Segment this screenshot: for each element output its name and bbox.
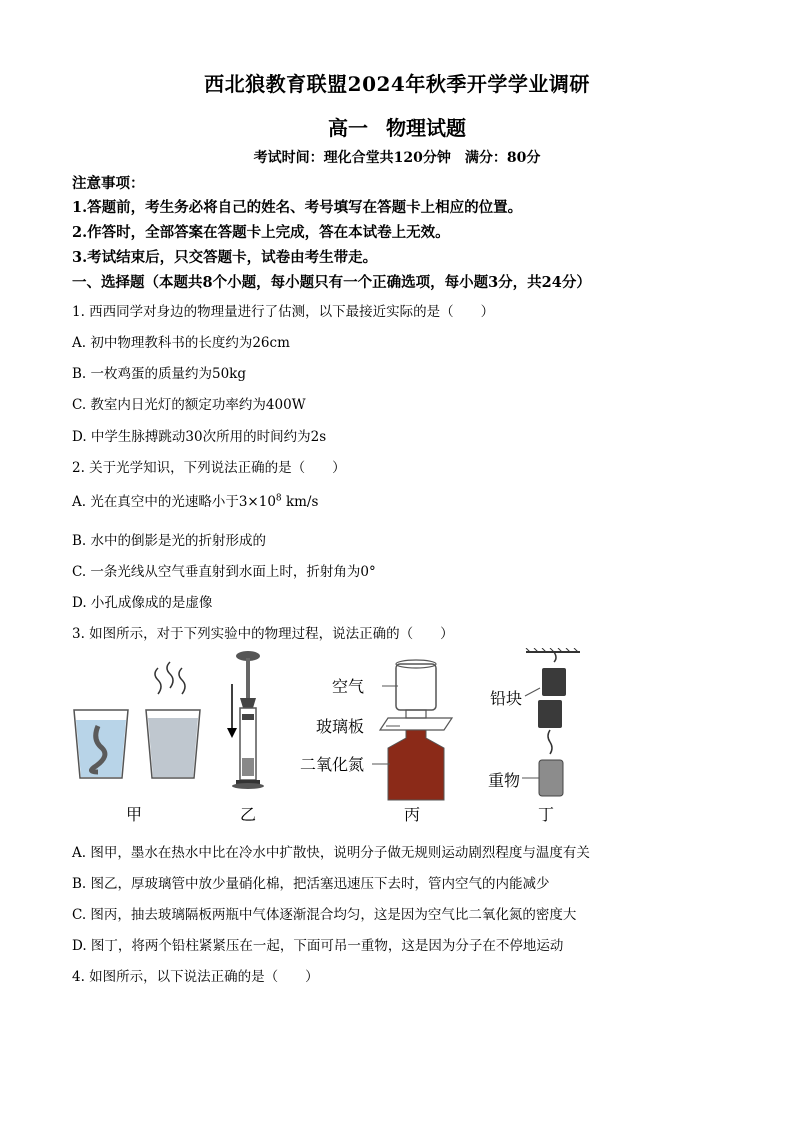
lead-blocks (522, 648, 580, 796)
caption-bing: 丙 (404, 805, 421, 824)
question-option: D. 小孔成像成的是虚像 (72, 595, 213, 611)
exam-title: 西北狼教育联盟2024年秋季开学学业调研 (204, 72, 590, 96)
question-option: C. 图丙，抽去玻璃隔板两瓶中气体逐渐混合均匀，这是因为空气比二氧化氮的密度大 (72, 907, 577, 923)
exam-info: 考试时间：理化合堂共120分钟 满分：80分 (253, 150, 541, 166)
beaker-hot (146, 662, 200, 778)
piston-apparatus (227, 651, 264, 789)
question-option: D. 中学生脉搏跳动30次所用的时间约为2s (72, 429, 327, 445)
caption-jia: 甲 (126, 805, 143, 824)
question-option: A. 初中物理教科书的长度约为26cm (72, 335, 290, 351)
exponent: 8 (275, 493, 282, 504)
question-option (72, 490, 318, 510)
label-no2: 二氧化氮 (300, 755, 365, 774)
label-lead: 铅块 (490, 689, 523, 708)
note-item: 3.考试结束后，只交答题卡，试卷由考生带走。 (72, 249, 378, 266)
grade-label: 高一 (328, 116, 368, 140)
label-glass-plate: 玻璃板 (316, 717, 365, 736)
question-option: A. 图甲，墨水在热水中比在冷水中扩散快，说明分子做无规则运动剧烈程度与温度有关 (72, 845, 590, 861)
beaker-cold (74, 710, 128, 778)
label-air: 空气 (332, 677, 365, 696)
caption-yi: 乙 (240, 805, 257, 824)
question-option: C. 一条光线从空气垂直射到水面上时，折射角为0° (72, 564, 376, 580)
question-option: C. 教室内日光灯的额定功率约为400W (72, 397, 306, 413)
question-stem: 1. 西西同学对身边的物理量进行了估测，以下最接近实际的是（ ） (72, 304, 495, 320)
question-option: B. 一枚鸡蛋的质量约为50kg (72, 366, 247, 382)
unit: km/s (285, 494, 319, 510)
caption-ding: 丁 (538, 805, 555, 824)
question-option: B. 图乙，厚玻璃管中放少量硝化棉，把活塞迅速压下去时，管内空气的内能减少 (72, 876, 550, 892)
question-stem: 3. 如图所示，对于下列实验中的物理过程，说法正确的（ ） (72, 626, 454, 642)
note-item: 2.作答时，全部答案在答题卡上完成，答在本试卷上无效。 (72, 224, 450, 241)
section-heading: 一、选择题（本题共8个小题，每小题只有一个正确选项，每小题3分，共24分） (72, 274, 591, 291)
gas-bottles (380, 660, 452, 800)
exam-subject (0, 112, 794, 141)
question-option: B. 水中的倒影是光的折射形成的 (72, 533, 267, 549)
question-stem: 4. 如图所示，以下说法正确的是（ ） (72, 969, 319, 985)
experiment-figure (70, 648, 590, 828)
notes-heading: 注意事项： (72, 175, 145, 192)
subject-label: 物理试题 (386, 116, 466, 140)
label-weight: 重物 (488, 771, 521, 790)
option-text: A. 光在真空中的光速略小于3×10 (72, 494, 276, 510)
note-item: 1.答题前，考生务必将自己的姓名、考号填写在答题卡上相应的位置。 (72, 199, 523, 216)
question-stem: 2. 关于光学知识，下列说法正确的是（ ） (72, 460, 346, 476)
question-option: D. 图丁，将两个铅柱紧紧压在一起，下面可吊一重物，这是因为分子在不停地运动 (72, 938, 564, 954)
